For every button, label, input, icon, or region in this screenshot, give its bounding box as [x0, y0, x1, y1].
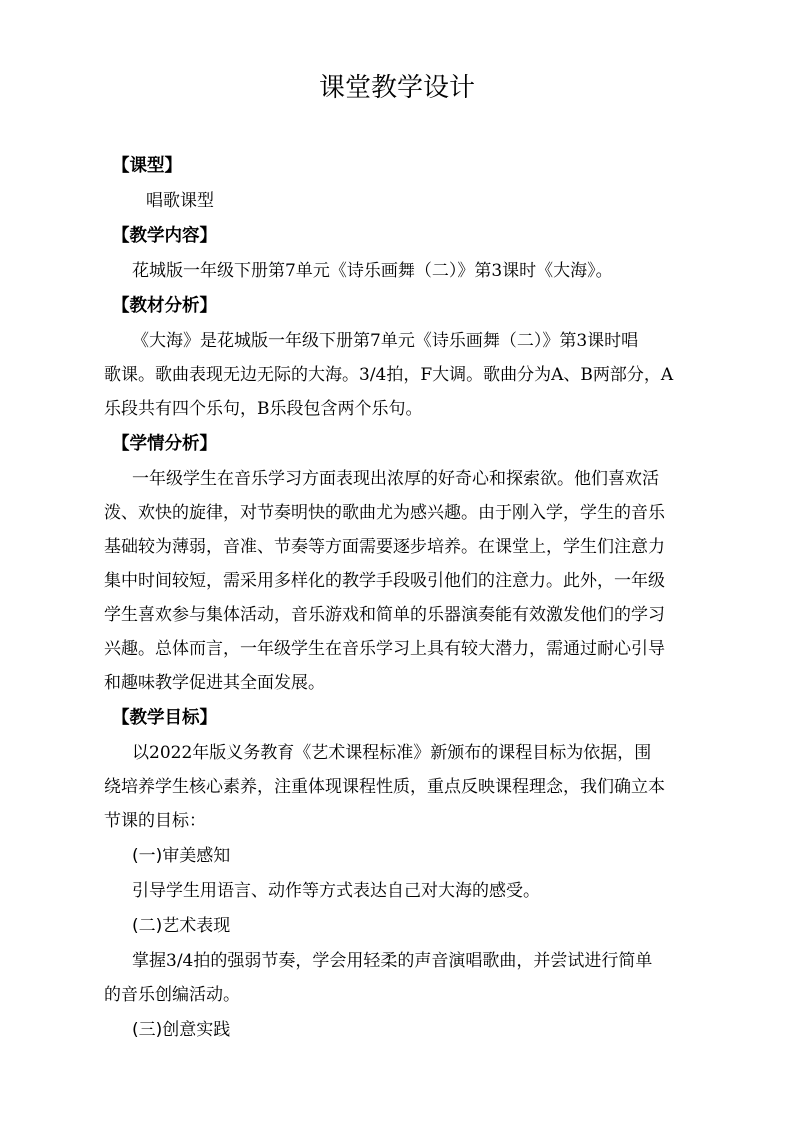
text-line: 和趣味教学促进其全面发展。 [104, 673, 325, 693]
content-text [118, 254, 728, 288]
artistic-expression-text [104, 944, 728, 1012]
heading-content: 【教学内容】 [112, 226, 217, 246]
text-line: 的音乐创编活动。 [104, 985, 240, 1005]
goals-text [104, 736, 728, 838]
heading-student-analysis: 【学情分析】 [112, 434, 217, 454]
text-line: 以2022年版义务教育《艺术课程标准》新颁布的课程目标为依据，围 [132, 743, 652, 763]
document-body [104, 148, 728, 1048]
page-title: 课堂教学设计 [318, 73, 475, 103]
text-line: 基础较为薄弱，音准、节奏等方面需要逐步培养。在课堂上，学生们注意力 [104, 537, 665, 557]
text-line: 学生喜欢参与集体活动，音乐游戏和简单的乐器演奏能有效激发他们的学习 [104, 605, 665, 625]
material-analysis-text [104, 324, 728, 426]
text-line: 花城版一年级下册第7单元《诗乐画舞（二）》第3课时《大海》。 [132, 261, 613, 281]
text-line: 节课的目标： [104, 811, 206, 831]
aesthetic-text [118, 874, 728, 908]
heading-material-analysis: 【教材分析】 [112, 296, 217, 316]
text-line: 一年级学生在音乐学习方面表现出浓厚的好奇心和探索欲。他们喜欢活 [132, 469, 659, 489]
text-line: 唱歌课型 [146, 191, 214, 211]
text-line: 乐段共有四个乐句，B乐段包含两个乐句。 [104, 399, 423, 419]
text-line: 歌课。歌曲表现无边无际的大海。3/4拍，F大调。歌曲分为A、B两部分，A [104, 365, 674, 385]
student-analysis-text [104, 462, 728, 700]
subheading-artistic-expression: (二)艺术表现 [132, 916, 231, 936]
subheading-creative-practice: (三)创意实践 [132, 1020, 231, 1040]
text-line: 泼、欢快的旋律，对节奏明快的歌曲尤为感兴趣。由于刚入学，学生的音乐 [104, 503, 665, 523]
lesson-type-text [132, 184, 728, 218]
heading-lesson-type: 【课型】 [112, 156, 182, 176]
text-line: 集中时间较短，需采用多样化的教学手段吸引他们的注意力。此外，一年级 [104, 571, 665, 591]
text-line: 《大海》是花城版一年级下册第7单元《诗乐画舞（二）》第3课时唱 [132, 331, 639, 351]
text-line: 掌握3/4拍的强弱节奏，学会用轻柔的声音演唱歌曲，并尝试进行简单 [132, 951, 653, 971]
text-line: 兴趣。总体而言，一年级学生在音乐学习上具有较大潜力，需通过耐心引导 [104, 639, 665, 659]
subheading-aesthetic: (一)审美感知 [132, 846, 231, 866]
heading-goals: 【教学目标】 [112, 708, 217, 728]
text-line: 引导学生用语言、动作等方式表达自己对大海的感受。 [132, 881, 540, 901]
text-line: 绕培养学生核心素养，注重体现课程性质，重点反映课程理念，我们确立本 [104, 777, 665, 797]
